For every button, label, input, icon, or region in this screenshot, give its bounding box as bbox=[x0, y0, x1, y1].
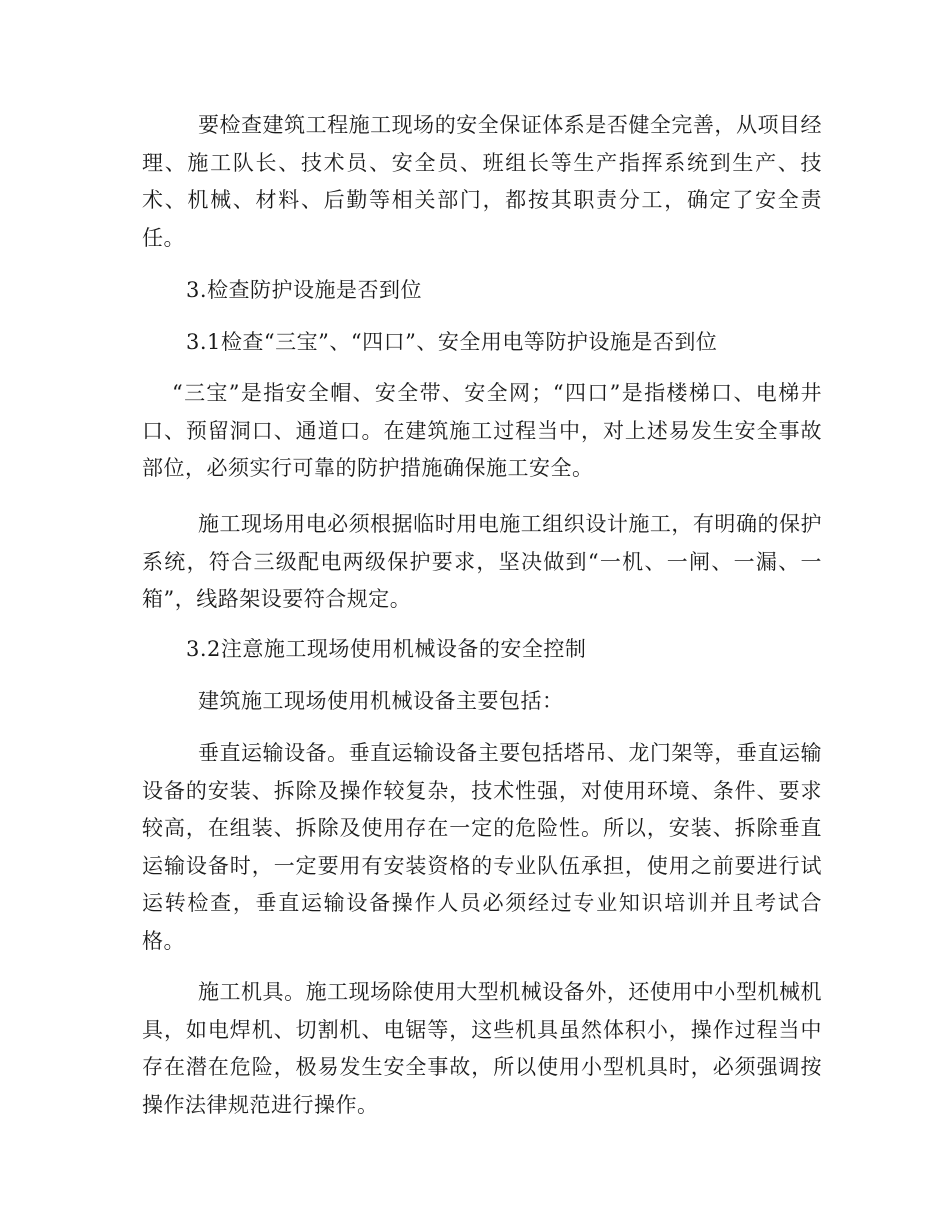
paragraph-vertical-transport: 垂直运输设备。垂直运输设备主要包括塔吊、龙门架等，垂直运输设备的安装、拆除及操作较复杂，技术性强，对使用环境、条件、要求较高，在组装、拆除及使用存在一定的危险性。所以，安装、拆除垂直运输设备时，一定要用有安装资格的专业队伍承担，使用之前要进行试运转检查，垂直运输设备操作人员必须经过专业知识培训并且考试合格。 bbox=[142, 741, 822, 953]
section-heading-3: 3.检查防护设施是否到位 bbox=[186, 278, 423, 302]
paragraph-construction-tools: 施工机具。施工现场除使用大型机械设备外，还使用中小型机械机具，如电焊机、切割机、电锯等，这些机具虽然体积小，操作过程当中存在潜在危险，极易发生安全事故，所以使用小型机具时，必须强调按操作法律规范进行操作。 bbox=[142, 980, 822, 1117]
paragraph-three-treasures: “三宝”是指安全帽、安全带、安全网；“四口”是指楼梯口、电梯井口、预留洞口、通道口。在建筑施工过程当中，对上述易发生安全事故部位，必须实行可靠的防护措施确保施工安全。 bbox=[142, 381, 822, 480]
paragraph-electricity: 施工现场用电必须根据临时用电施工组织设计施工，有明确的保护系统，符合三级配电两级保护要求，坚决做到“一机、一闸、一漏、一箱”，线路架设要符合规定。 bbox=[142, 512, 822, 611]
paragraph-safety-system: 要检查建筑工程施工现场的安全保证体系是否健全完善，从项目经理、施工队长、技术员、安全员、班组长等生产指挥系统到生产、技术、机械、材料、后勤等相关部门，都按其职责分工，确定了安全责任。 bbox=[142, 113, 822, 250]
paragraph-equipment-intro: 建筑施工现场使用机械设备主要包括： bbox=[198, 689, 564, 713]
subsection-heading-3-2: 3.2注意施工现场使用机械设备的安全控制 bbox=[186, 637, 587, 661]
subsection-heading-3-1: 3.1检查“三宝”、“四口”、安全用电等防护设施是否到位 bbox=[186, 330, 718, 354]
